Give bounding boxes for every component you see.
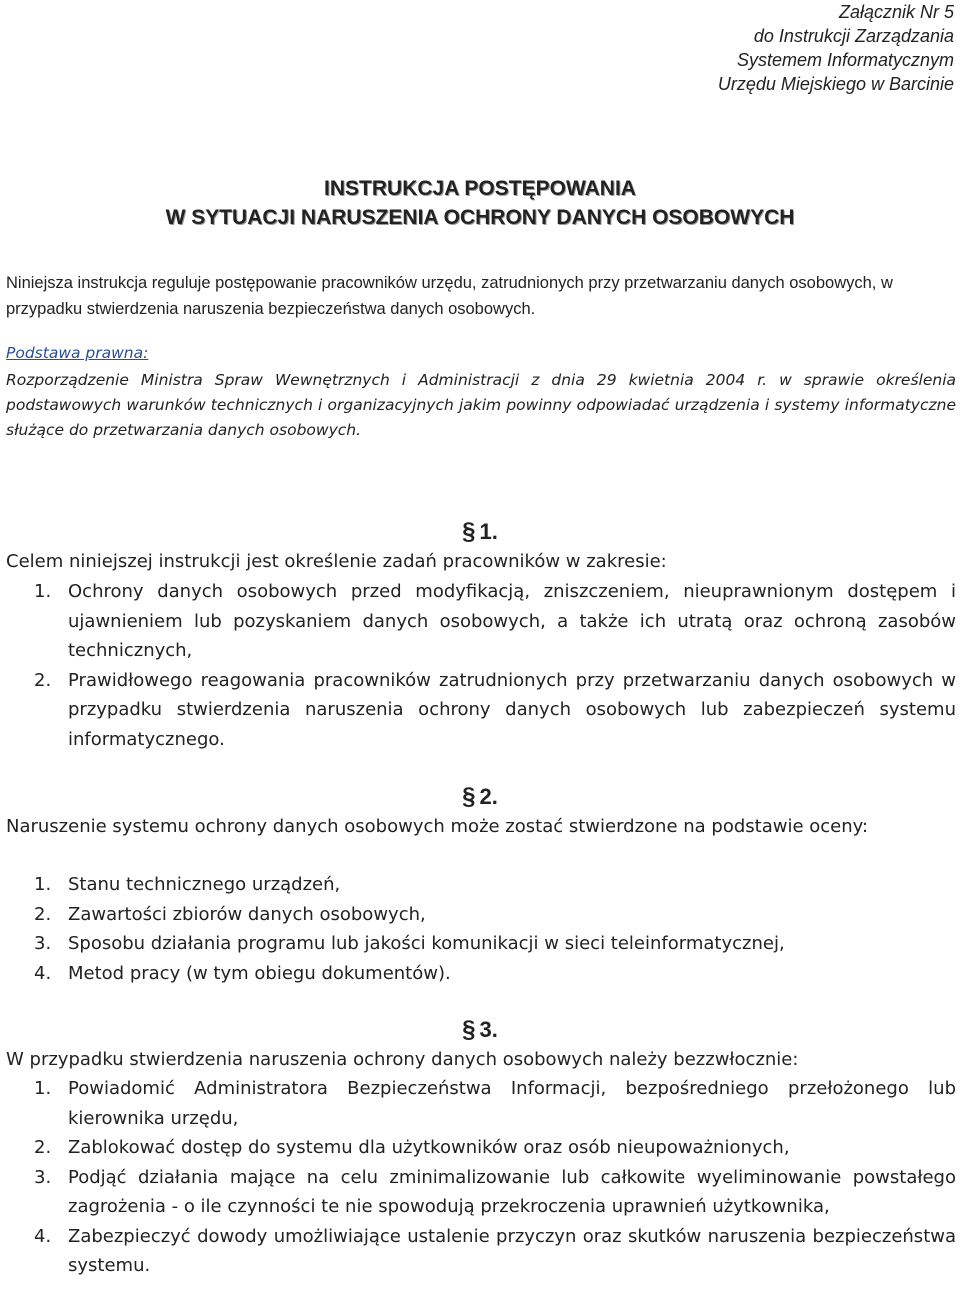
section-mark: § <box>462 783 476 810</box>
item-number: 4. <box>34 1225 52 1247</box>
item-number: 2. <box>34 669 52 691</box>
item-text: Powiadomić Administratora Bezpieczeństwa Informacji, bezpośredniego przełożonego lub kierownika urzędu, <box>68 1078 956 1129</box>
list-item <box>6 577 956 666</box>
item-number: 2. <box>34 1137 52 1158</box>
section-heading <box>0 518 960 546</box>
item-number: 2. <box>34 903 52 925</box>
item-text: Stanu technicznego urządzeń, <box>68 874 341 895</box>
document-title <box>0 174 960 232</box>
item-text: Zablokować dostęp do systemu dla użytkowników oraz osób nieupoważnionych, <box>68 1137 790 1158</box>
section-mark: § <box>462 518 476 545</box>
list-item <box>6 959 956 989</box>
section-list <box>6 1074 956 1281</box>
section-mark: § <box>462 1016 476 1043</box>
item-number: 4. <box>34 962 52 984</box>
item-number: 1. <box>34 581 52 602</box>
item-text: Sposobu działania programu lub jakości komunikacji w sieci teleinformatycznej, <box>68 933 785 954</box>
legal-basis-heading: Podstawa prawna: <box>6 344 149 362</box>
item-text: Podjąć działania mające na celu zminimalizowanie lub całkowite wyeliminowanie powstałego zagrożenia - o ile czynności te nie spowodują przekroczenia uprawnień użytkownika, <box>68 1166 956 1217</box>
list-item <box>6 1222 956 1281</box>
section-number: 2. <box>479 784 498 809</box>
item-number: 3. <box>34 933 52 954</box>
section-list <box>6 870 956 988</box>
list-item <box>6 929 956 959</box>
item-number: 3. <box>34 1166 52 1188</box>
list-item <box>6 1074 956 1133</box>
section-lead: Celem niniejszej instrukcji jest określenie zadań pracowników w zakresie: <box>6 551 667 572</box>
annex-line: Systemem Informatycznym <box>736 50 954 70</box>
title-line: W SYTUACJI NARUSZENIA OCHRONY DANYCH OSOBOWYCH <box>165 206 795 229</box>
item-number: 1. <box>34 1078 52 1099</box>
section-heading <box>0 783 960 811</box>
annex-header <box>718 0 954 96</box>
item-text: Metod pracy (w tym obiegu dokumentów). <box>68 962 451 984</box>
item-text: Zabezpieczyć dowody umożliwiające ustalenie przyczyn oraz skutków naruszenia bezpieczeństwa systemu. <box>68 1225 956 1276</box>
list-item <box>6 666 956 755</box>
list-item <box>6 1163 956 1222</box>
section-number: 1. <box>479 519 498 544</box>
list-item <box>6 900 956 930</box>
item-text: Ochrony danych osobowych przed modyfikacją, zniszczeniem, nieuprawnionym dostępem i ujawnieniem lub pozyskaniem danych osobowych, a także ich utratą oraz ochroną zasobów technicznych, <box>68 581 956 661</box>
section-number: 3. <box>479 1017 498 1042</box>
list-item <box>6 1133 956 1163</box>
annex-line: Załącznik Nr 5 <box>838 2 954 22</box>
legal-basis-text: Rozporządzenie Ministra Spraw Wewnętrznych i Administracji z dnia 29 kwietnia 2004 r. w sprawie określenia podstawowych warunków technicznych i organizacyjnych jakim powinny odpowiadać urządzenia i systemy informatyczne służące do przetwarzania danych osobowych. <box>6 371 956 439</box>
title-line: INSTRUKCJA POSTĘPOWANIA <box>324 177 636 200</box>
item-text: Prawidłowego reagowania pracowników zatrudnionych przy przetwarzaniu danych osobowych w przypadku stwierdzenia naruszenia ochrony danych osobowych lub zabezpieczeń systemu informatycznego. <box>68 669 956 750</box>
section-heading <box>0 1016 960 1044</box>
intro-paragraph: Niniejsza instrukcja reguluje postępowanie pracowników urzędu, zatrudnionych przy przetwarzaniu danych osobowych, w przypadku stwierdzenia naruszenia bezpieczeństwa danych osobowych. <box>6 274 893 318</box>
section-list <box>6 577 956 754</box>
list-item <box>6 870 956 900</box>
annex-line: do Instrukcji Zarządzania <box>753 26 954 46</box>
item-number: 1. <box>34 874 52 895</box>
section-lead: W przypadku stwierdzenia naruszenia ochrony danych osobowych należy bezzwłocznie: <box>6 1049 799 1070</box>
annex-line: Urzędu Miejskiego w Barcinie <box>717 74 954 94</box>
item-text: Zawartości zbiorów danych osobowych, <box>68 903 426 925</box>
section-lead: Naruszenie systemu ochrony danych osobowych może zostać stwierdzone na podstawie oceny: <box>6 816 869 837</box>
